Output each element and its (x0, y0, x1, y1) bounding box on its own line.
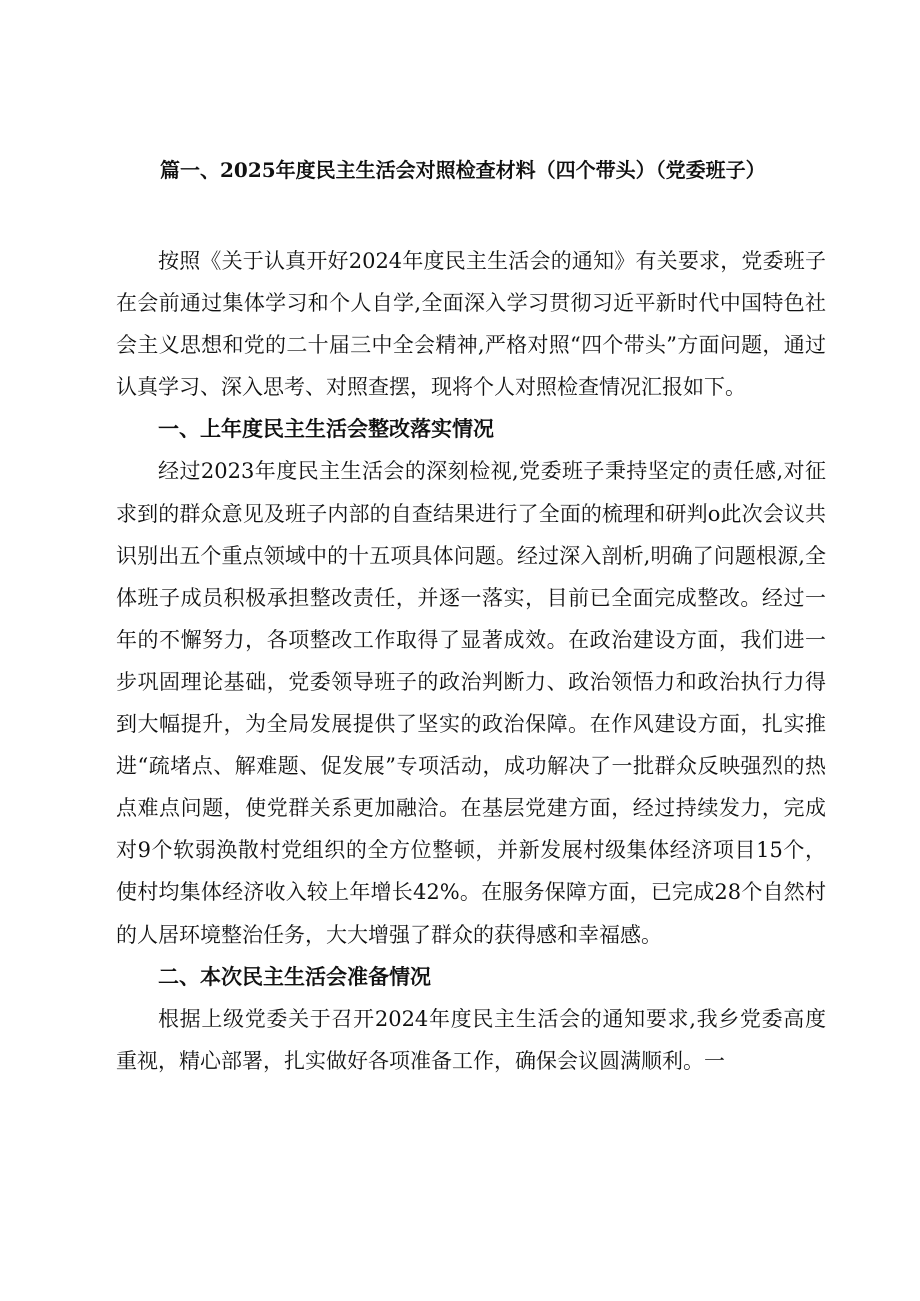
section-heading-preparation: 二、本次民主生活会准备情况 (158, 963, 431, 989)
section-heading-rectification: 一、上年度民主生活会整改落实情况 (158, 416, 494, 442)
preparation-paragraph: 根据上级党委关于召开2024年度民主生活会的通知要求,我乡党委高度重视，精心部署，扎实做好各项准备工作，确保会议圆满顺利。一 (116, 1006, 826, 1073)
intro-paragraph: 按照《关于认真开好2024年度民主生活会的通知》有关要求，党委班子在会前通过集体学习和个人自学,全面深入学习贯彻习近平新时代中国特色社会主义思想和党的二十届三中全会精神,严格对照“四个带头”方面问题，通过认真学习、深入思考、对照查摆，现将个人对照检查情况汇报如下。 (116, 249, 826, 400)
rectification-paragraph: 经过2023年度民主生活会的深刻检视,党委班子秉持坚定的责任感,对征求到的群众意见及班子内部的自查结果进行了全面的梳理和研判o此次会议共识别出五个重点领域中的十五项具体问题。经过深入剖析,明确了问题根源,全体班子成员积极承担整改责任，并逐一落实，目前已全面完成整改。经过一年的不懈努力，各项整改工作取得了显著成效。在政治建设方面，我们进一步巩固理论基础，党委领导班子的政治判断力、政治领悟力和政治执行力得到大幅提升，为全局发展提供了坚实的政治保障。在作风建设方面，扎实推进“疏堵点、解难题、促发展”专项活动，成功解决了一批群众反映强烈的热点难点问题，使党群关系更加融洽。在基层党建方面，经过持续发力，完成对9个软弱涣散村党组织的全方位整顿，并新发展村级集体经济项目15个，使村均集体经济收入较上年增长42%。在服务保障方面，已完成28个自然村的人居环境整治任务，大大增强了群众的获得感和幸福感。 (116, 459, 826, 947)
document-title: 篇一、2025年度民主生活会对照检查材料（四个带头）（党委班子） (160, 158, 766, 182)
document-body (116, 240, 826, 1082)
